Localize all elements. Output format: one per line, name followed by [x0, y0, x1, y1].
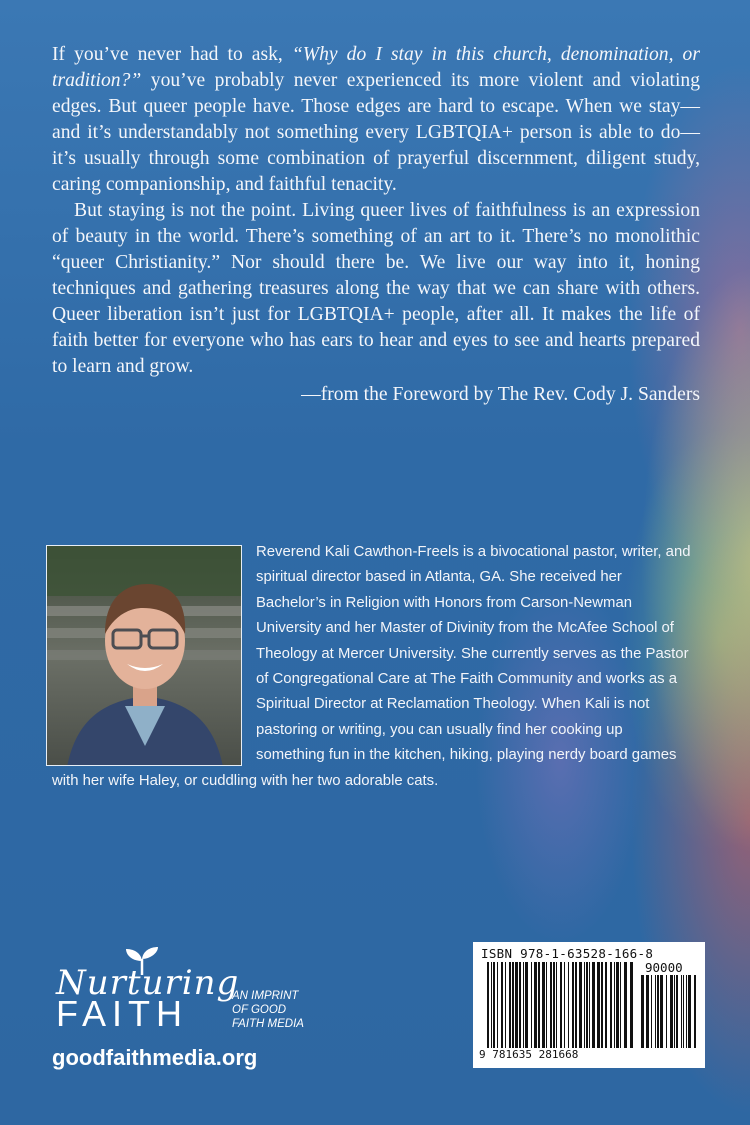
logo-nurturing: Nurturing [56, 963, 240, 1003]
barcode-bar [630, 962, 633, 1048]
foreword-p1-question: “Why do I stay in this church, denomination, or tradition?” [52, 44, 700, 91]
barcode-bar [657, 975, 659, 1048]
barcode-bar [512, 962, 514, 1048]
publisher-url: goodfaithmedia.org [52, 1045, 258, 1070]
barcode-bar [666, 975, 667, 1048]
author-bio [52, 540, 692, 794]
imprint-line-2: OF GOOD [232, 1004, 287, 1016]
barcode-bar [519, 962, 521, 1048]
barcode-addon-bars-icon [641, 975, 697, 1048]
barcode-bar [601, 962, 603, 1048]
barcode-bar [531, 962, 532, 1048]
imprint-note [232, 989, 304, 1031]
author-photo-spacer [52, 540, 256, 768]
barcode-bar [592, 962, 595, 1048]
barcode-bar [660, 975, 663, 1048]
barcode-bar [683, 975, 684, 1048]
barcode-bar [620, 962, 621, 1048]
barcode-bar [538, 962, 540, 1048]
barcode-bar [694, 975, 696, 1048]
isbn-barcode [473, 942, 705, 1068]
barcode-bar [572, 962, 574, 1048]
barcode-bar [605, 962, 607, 1048]
barcode-bar [542, 962, 545, 1048]
barcode-bar [655, 975, 656, 1048]
barcode-bar [505, 962, 506, 1048]
barcode-bar [681, 975, 682, 1048]
ean-digits: 9 781635 281668 [479, 1048, 579, 1061]
foreword-attribution: —from the Foreword by The Rev. Cody J. Sanders [301, 384, 700, 405]
barcode-bar [686, 975, 687, 1048]
barcode-bar [487, 962, 489, 1048]
barcode-bar [641, 975, 644, 1048]
barcode-bar [564, 962, 565, 1048]
imprint-line-1: AN IMPRINT [232, 990, 299, 1002]
barcode-bar [523, 962, 524, 1048]
barcode-bar [614, 962, 615, 1048]
author-bio-text: Reverend Kali Cawthon-Freels is a bivocational pastor, writer, and spiritual director based in Atlanta, GA. She received her Bachelor’s in Religion with Honors from Carson-Newman University and her Master of Divinity from the McAfee School of Theology at Mercer University. She currently serves as the Pastor of Congregational Care at The Faith Community and works as a Spiritual Director at Reclamation Theology. When Kali is not pastoring or writing, you can usually find her cooking up something fun in the kitchen, hiking, playing nerdy board games with her wife Haley, or cuddling with her two adorable cats. [52, 544, 691, 789]
barcode-bar [534, 962, 537, 1048]
publisher-logo [52, 945, 322, 1085]
barcode-bar [597, 962, 600, 1048]
barcode-bar [491, 962, 492, 1048]
barcode-bar [676, 975, 678, 1048]
barcode-bar [509, 962, 511, 1048]
barcode-bar [670, 975, 673, 1048]
barcode-bar [497, 962, 498, 1048]
barcode-bars-icon [487, 962, 637, 1048]
foreword-paragraph-2: But staying is not the point. Living queer lives of faithfulness is an expression of beauty in the world. There’s something of an art to it. There’s no monolithic “queer Christianity.” Nor should there be. We live our way into it, honing techniques and gathering treasures along the way that we can share with others. Queer liberation isn’t just for LGBTQIA+ people, after all. It makes the life of faith better for everyone who has ears to hear and eyes to see and hearts prepared to learn and grow. [52, 200, 700, 377]
barcode-bar [651, 975, 652, 1048]
isbn-text: ISBN 978-1-63528-166-8 [481, 946, 654, 961]
foreword-p1-lead: If you’ve never had to ask, [52, 44, 292, 65]
barcode-bar [610, 962, 612, 1048]
barcode-bar [586, 962, 588, 1048]
barcode-bar [553, 962, 555, 1048]
logo-faith: FAITH [56, 993, 189, 1034]
barcode-bar [525, 962, 528, 1048]
barcode-bar [688, 975, 691, 1048]
barcode-bar [515, 962, 518, 1048]
barcode-bar [568, 962, 569, 1048]
barcode-bar [616, 962, 619, 1048]
imprint-line-3: FAITH MEDIA [232, 1018, 304, 1030]
barcode-bar [493, 962, 495, 1048]
barcode-bar [550, 962, 552, 1048]
barcode-bar [560, 962, 562, 1048]
barcode-bar [579, 962, 582, 1048]
price-code: 90000 [645, 960, 683, 975]
barcode-bar [501, 962, 503, 1048]
barcode-bar [624, 962, 627, 1048]
foreword-p1-rest: you’ve probably never experienced its more violent and violating edges. But queer people have. Those edges are hard to escape. When we stay—and it’s understandably not something every LGBTQIA+ person is able to do—it’s usually through some combination of prayerful discernment, diligent study, caring companionship, and faithful tenacity. [52, 70, 700, 195]
barcode-bar [575, 962, 577, 1048]
foreword-paragraph-1 [52, 42, 700, 198]
barcode-bar [674, 975, 675, 1048]
barcode-bar [589, 962, 590, 1048]
barcode-bar [546, 962, 547, 1048]
barcode-bar [646, 975, 649, 1048]
foreword-excerpt [52, 42, 700, 408]
barcode-bar [584, 962, 585, 1048]
barcode-bar [556, 962, 557, 1048]
